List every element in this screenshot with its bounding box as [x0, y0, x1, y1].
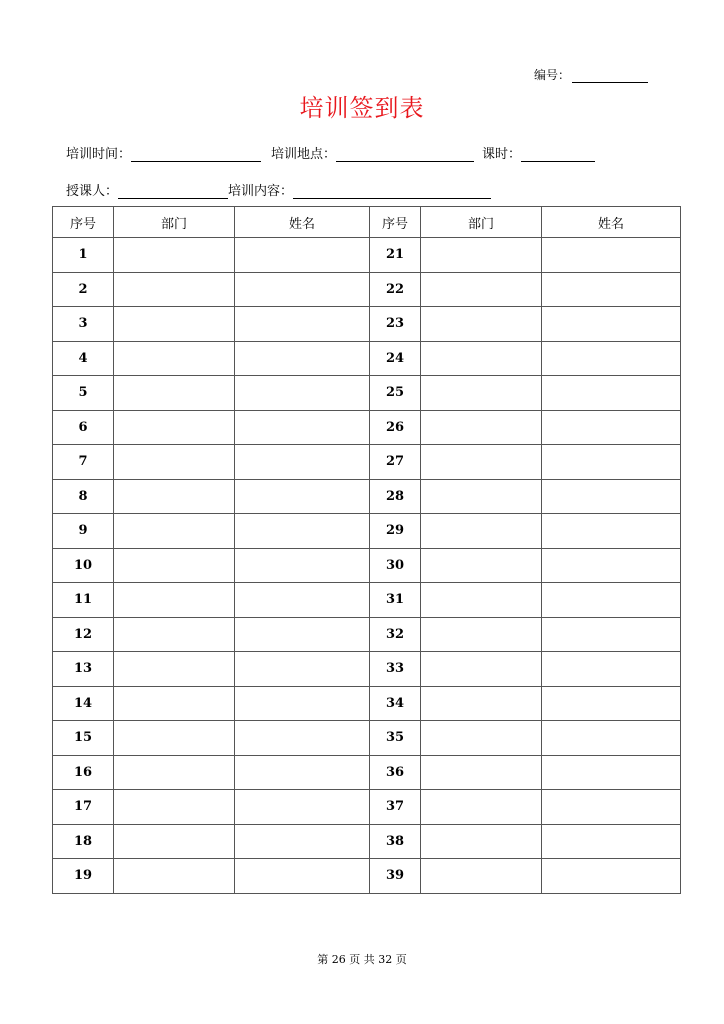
seq-left-cell: 14 [53, 686, 114, 721]
seq-left-cell: 17 [53, 790, 114, 825]
training-time-blank[interactable] [131, 147, 261, 162]
seq-right-cell: 35 [370, 721, 421, 756]
document-number-label: 编号： [534, 68, 571, 82]
name-left-cell[interactable] [235, 790, 370, 825]
dept-right-cell[interactable] [421, 548, 542, 583]
header-seq-right: 序号 [370, 207, 421, 238]
dept-right-cell[interactable] [421, 341, 542, 376]
dept-right-cell[interactable] [421, 583, 542, 618]
name-right-cell[interactable] [542, 514, 681, 549]
dept-left-cell[interactable] [114, 652, 235, 687]
dept-left-cell[interactable] [114, 548, 235, 583]
table-row [53, 238, 681, 273]
seq-right-cell: 25 [370, 376, 421, 411]
name-left-cell[interactable] [235, 617, 370, 652]
table-row [53, 652, 681, 687]
seq-left-cell: 5 [53, 376, 114, 411]
seq-right-cell: 24 [370, 341, 421, 376]
name-right-cell[interactable] [542, 238, 681, 273]
name-left-cell[interactable] [235, 376, 370, 411]
page-footer: 第 26 页 共 32 页 [317, 953, 407, 966]
name-left-cell[interactable] [235, 686, 370, 721]
seq-left-cell: 19 [53, 859, 114, 894]
name-right-cell[interactable] [542, 479, 681, 514]
header-seq-left: 序号 [53, 207, 114, 238]
name-left-cell[interactable] [235, 548, 370, 583]
name-right-cell[interactable] [542, 272, 681, 307]
table-row [53, 479, 681, 514]
seq-left-cell: 18 [53, 824, 114, 859]
name-right-cell[interactable] [542, 445, 681, 480]
seq-right-cell: 38 [370, 824, 421, 859]
training-content-blank[interactable] [293, 184, 491, 199]
dept-left-cell[interactable] [114, 307, 235, 342]
dept-right-cell[interactable] [421, 376, 542, 411]
table-row [53, 583, 681, 618]
name-left-cell[interactable] [235, 583, 370, 618]
seq-left-cell: 6 [53, 410, 114, 445]
dept-left-cell[interactable] [114, 583, 235, 618]
seq-left-cell: 9 [53, 514, 114, 549]
dept-left-cell[interactable] [114, 410, 235, 445]
dept-left-cell[interactable] [114, 824, 235, 859]
dept-right-cell[interactable] [421, 410, 542, 445]
seq-right-cell: 27 [370, 445, 421, 480]
table-row [53, 617, 681, 652]
document-number-field [534, 66, 648, 83]
seq-left-cell: 16 [53, 755, 114, 790]
table-row [53, 376, 681, 411]
seq-left-cell: 3 [53, 307, 114, 342]
table-row [53, 755, 681, 790]
dept-right-cell[interactable] [421, 307, 542, 342]
dept-left-cell[interactable] [114, 686, 235, 721]
seq-right-cell: 21 [370, 238, 421, 273]
name-left-cell[interactable] [235, 824, 370, 859]
seq-right-cell: 22 [370, 272, 421, 307]
dept-right-cell[interactable] [421, 721, 542, 756]
dept-right-cell[interactable] [421, 445, 542, 480]
header-name-left: 姓名 [235, 207, 370, 238]
seq-left-cell: 4 [53, 341, 114, 376]
seq-left-cell: 11 [53, 583, 114, 618]
name-right-cell[interactable] [542, 790, 681, 825]
seq-right-cell: 26 [370, 410, 421, 445]
dept-right-cell[interactable] [421, 514, 542, 549]
dept-right-cell[interactable] [421, 790, 542, 825]
table-row [53, 514, 681, 549]
name-left-cell[interactable] [235, 859, 370, 894]
seq-right-cell: 34 [370, 686, 421, 721]
seq-right-cell: 29 [370, 514, 421, 549]
name-right-cell[interactable] [542, 652, 681, 687]
seq-right-cell: 23 [370, 307, 421, 342]
header-dept-right: 部门 [421, 207, 542, 238]
name-right-cell[interactable] [542, 583, 681, 618]
table-row [53, 410, 681, 445]
table-row [53, 824, 681, 859]
seq-right-cell: 33 [370, 652, 421, 687]
seq-right-cell: 39 [370, 859, 421, 894]
seq-left-cell: 12 [53, 617, 114, 652]
seq-left-cell: 13 [53, 652, 114, 687]
dept-left-cell[interactable] [114, 514, 235, 549]
seq-left-cell: 2 [53, 272, 114, 307]
name-left-cell[interactable] [235, 272, 370, 307]
dept-right-cell[interactable] [421, 755, 542, 790]
document-number-blank[interactable] [572, 70, 648, 83]
name-left-cell[interactable] [235, 445, 370, 480]
seq-right-cell: 36 [370, 755, 421, 790]
name-left-cell[interactable] [235, 410, 370, 445]
table-body [53, 238, 681, 894]
seq-left-cell: 15 [53, 721, 114, 756]
name-right-cell[interactable] [542, 376, 681, 411]
dept-left-cell[interactable] [114, 238, 235, 273]
name-left-cell[interactable] [235, 307, 370, 342]
table-row [53, 445, 681, 480]
training-location-blank[interactable] [336, 147, 474, 162]
name-left-cell[interactable] [235, 721, 370, 756]
dept-right-cell[interactable] [421, 272, 542, 307]
training-time-label: 培训时间： [66, 147, 132, 162]
name-right-cell[interactable] [542, 686, 681, 721]
header-name-right: 姓名 [542, 207, 681, 238]
seq-left-cell: 10 [53, 548, 114, 583]
name-right-cell[interactable] [542, 617, 681, 652]
table-header-row [53, 207, 681, 238]
header-dept-left: 部门 [114, 207, 235, 238]
sign-in-table [52, 206, 681, 894]
instructor-label: 授课人： [66, 184, 119, 199]
page-title: 培训签到表 [299, 94, 425, 122]
table-row [53, 859, 681, 894]
name-right-cell[interactable] [542, 548, 681, 583]
table-row [53, 721, 681, 756]
dept-left-cell[interactable] [114, 755, 235, 790]
dept-left-cell[interactable] [114, 721, 235, 756]
name-left-cell[interactable] [235, 238, 370, 273]
dept-left-cell[interactable] [114, 341, 235, 376]
dept-right-cell[interactable] [421, 686, 542, 721]
table-row [53, 686, 681, 721]
table-row [53, 790, 681, 825]
dept-right-cell[interactable] [421, 479, 542, 514]
dept-left-cell[interactable] [114, 376, 235, 411]
dept-left-cell[interactable] [114, 859, 235, 894]
dept-right-cell[interactable] [421, 238, 542, 273]
info-row-1 [66, 143, 595, 162]
seq-right-cell: 37 [370, 790, 421, 825]
name-right-cell[interactable] [542, 307, 681, 342]
seq-left-cell: 1 [53, 238, 114, 273]
name-right-cell[interactable] [542, 755, 681, 790]
seq-right-cell: 32 [370, 617, 421, 652]
training-location-label: 培训地点： [271, 147, 337, 162]
dept-right-cell[interactable] [421, 617, 542, 652]
name-left-cell[interactable] [235, 755, 370, 790]
seq-right-cell: 30 [370, 548, 421, 583]
dept-left-cell[interactable] [114, 790, 235, 825]
name-right-cell[interactable] [542, 721, 681, 756]
dept-left-cell[interactable] [114, 272, 235, 307]
seq-right-cell: 31 [370, 583, 421, 618]
dept-left-cell[interactable] [114, 479, 235, 514]
name-left-cell[interactable] [235, 514, 370, 549]
info-row-2 [66, 180, 491, 199]
dept-right-cell[interactable] [421, 652, 542, 687]
name-right-cell[interactable] [542, 410, 681, 445]
dept-left-cell[interactable] [114, 617, 235, 652]
table-row [53, 548, 681, 583]
name-left-cell[interactable] [235, 341, 370, 376]
class-hours-blank[interactable] [521, 147, 595, 162]
dept-left-cell[interactable] [114, 445, 235, 480]
dept-right-cell[interactable] [421, 824, 542, 859]
dept-right-cell[interactable] [421, 859, 542, 894]
name-left-cell[interactable] [235, 652, 370, 687]
table-row [53, 272, 681, 307]
seq-right-cell: 28 [370, 479, 421, 514]
table-row [53, 307, 681, 342]
seq-left-cell: 8 [53, 479, 114, 514]
training-content-label: 培训内容： [228, 184, 294, 199]
table-row [53, 341, 681, 376]
name-right-cell[interactable] [542, 341, 681, 376]
class-hours-label: 课时： [482, 147, 522, 162]
name-right-cell[interactable] [542, 824, 681, 859]
seq-left-cell: 7 [53, 445, 114, 480]
name-left-cell[interactable] [235, 479, 370, 514]
instructor-blank[interactable] [118, 184, 228, 199]
name-right-cell[interactable] [542, 859, 681, 894]
